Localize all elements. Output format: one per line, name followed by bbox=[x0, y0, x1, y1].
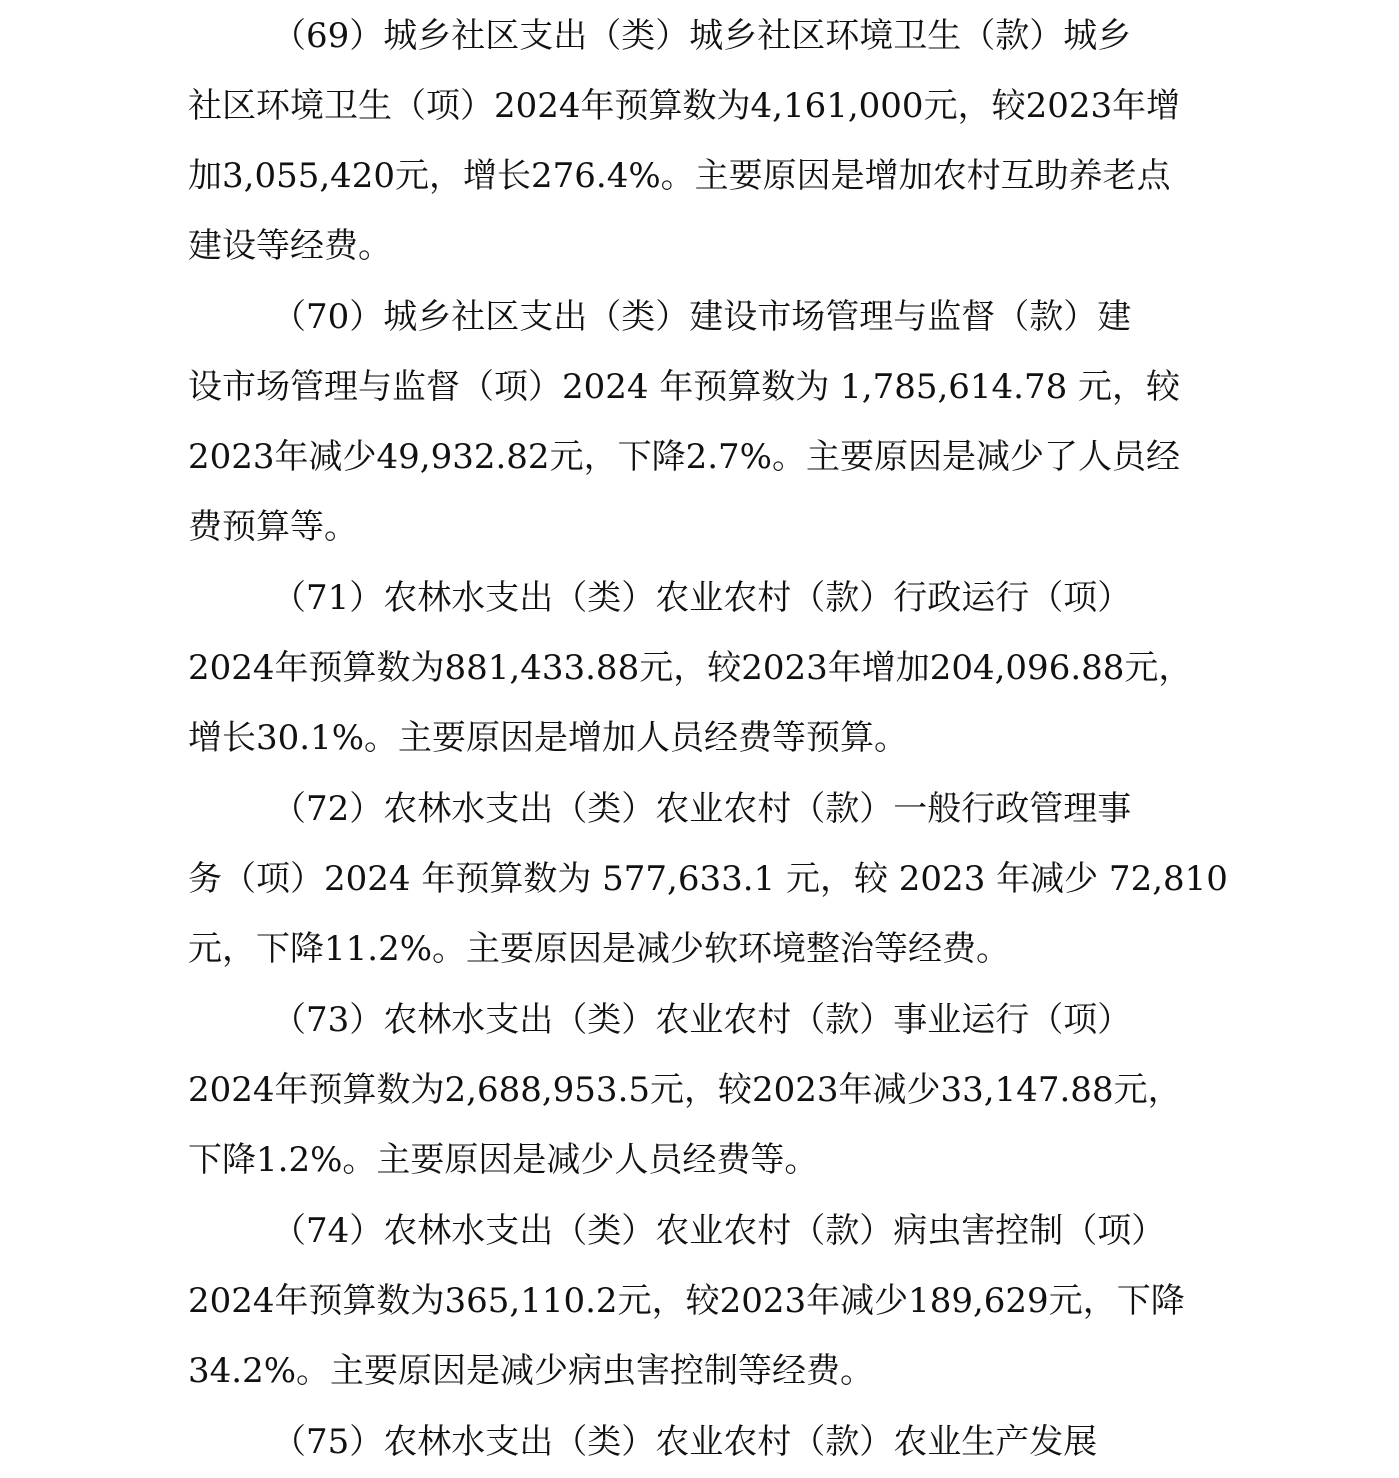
paragraph-69 bbox=[188, 1, 1228, 281]
paragraph-73 bbox=[188, 985, 1228, 1195]
paragraph-line: （74）农林水支出（类）农业农村（款）病虫害控制（项） bbox=[272, 1211, 1166, 1251]
paragraph-line: 2024年预算数为881,433.88元，较2023年增加204,096.88元， bbox=[188, 648, 1193, 688]
paragraph-line: 34.2%。主要原因是减少病虫害控制等经费。 bbox=[188, 1351, 875, 1391]
paragraph-line: （73）农林水支出（类）农业农村（款）事业运行（项） bbox=[272, 1000, 1132, 1040]
paragraph-line: 社区环境卫生（项）2024年预算数为4,161,000元，较2023年增 bbox=[188, 86, 1181, 126]
paragraph-line: （75）农林水支出（类）农业农村（款）农业生产发展 bbox=[272, 1422, 1098, 1462]
paragraph-line: （70）城乡社区支出（类）建设市场管理与监督（款）建 bbox=[272, 297, 1132, 337]
paragraph-72 bbox=[188, 774, 1228, 984]
paragraph-75 bbox=[188, 1407, 1228, 1477]
paragraph-line: 加3,055,420元，增长276.4%。主要原因是增加农村互助养老点 bbox=[188, 156, 1171, 196]
paragraph-line: 2023年减少49,932.82元，下降2.7%。主要原因是减少了人员经 bbox=[188, 437, 1180, 477]
paragraph-line: （69）城乡社区支出（类）城乡社区环境卫生（款）城乡 bbox=[272, 16, 1132, 56]
paragraph-line: 费预算等。 bbox=[188, 507, 358, 547]
paragraph-line: 2024年预算数为2,688,953.5元，较2023年减少33,147.88元， bbox=[188, 1070, 1182, 1110]
paragraph-line: 建设等经费。 bbox=[188, 226, 392, 266]
paragraph-line: 元，下降11.2%。主要原因是减少软环境整治等经费。 bbox=[188, 929, 1011, 969]
paragraph-line: 务（项）2024 年预算数为 577,633.1 元，较 2023 年减少 72,810 bbox=[188, 859, 1228, 899]
document-body bbox=[188, 0, 1228, 1478]
paragraph-line: 设市场管理与监督（项）2024 年预算数为 1,785,614.78 元，较 bbox=[188, 367, 1181, 407]
paragraph-71 bbox=[188, 563, 1228, 773]
paragraph-line: 下降1.2%。主要原因是减少人员经费等。 bbox=[188, 1140, 819, 1180]
paragraph-70 bbox=[188, 282, 1228, 562]
paragraph-line: （71）农林水支出（类）农业农村（款）行政运行（项） bbox=[272, 578, 1132, 618]
paragraph-line: （72）农林水支出（类）农业农村（款）一般行政管理事 bbox=[272, 789, 1132, 829]
paragraph-74 bbox=[188, 1196, 1228, 1406]
paragraph-line: 2024年预算数为365,110.2元，较2023年减少189,629元，下降 bbox=[188, 1281, 1185, 1321]
paragraph-line: 增长30.1%。主要原因是增加人员经费等预算。 bbox=[188, 718, 909, 758]
